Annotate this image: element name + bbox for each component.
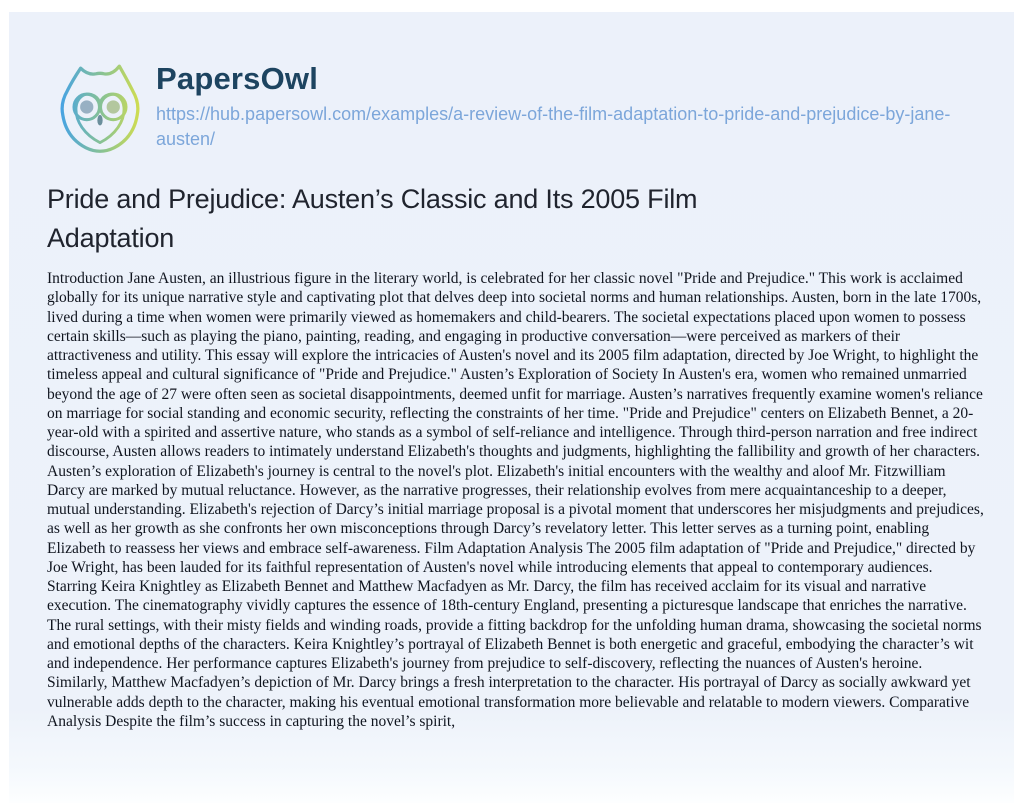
papersowl-logo-link[interactable] — [47, 57, 153, 163]
header-text-block — [156, 57, 951, 152]
article-title: Pride and Prejudice: Austen’s Classic and Its 2005 Film Adaptation — [47, 184, 698, 253]
brand-name[interactable]: PapersOwl — [156, 61, 319, 96]
article-body: Introduction Jane Austen, an illustrious figure in the literary world, is celebrated for her classic novel "Pride and Prejudice." This work is acclaimed globally for its unique narrative style and captivating plot that delves deep into societal norms and human relationships. Austen, born in the late 1700s, lived during a time when women were primarily viewed as homemakers and child-bearers. The societal expectations placed upon women to possess certain skills—such as playing the piano, painting, reading, and engaging in productive conversation—were perceived as markers of their attractiveness and utility. This essay will explore the intricacies of Austen's novel and its 2005 film adaptation, directed by Joe Wright, to highlight the timeless appeal and cultural significance of "Pride and Prejudice." Austen’s Exploration of Society In Austen's era, women who remained unmarried beyond the age of 27 were often seen as societal disappointments, deemed unfit for marriage. Austen’s narratives frequently examine women's reliance on marriage for social standing and economic security, reflecting the constraints of her time. "Pride and Prejudice" centers on Elizabeth Bennet, a 20-year-old with a spirited and assertive nature, who stands as a symbol of self-reliance and intelligence. Through third-person narration and free indirect discourse, Austen allows readers to intimately understand Elizabeth's thoughts and judgments, highlighting the fallibility and growth of her characters. Austen’s exploration of Elizabeth's journey is central to the novel's plot. Elizabeth's initial encounters with the wealthy and aloof Mr. Fitzwilliam Darcy are marked by mutual reluctance. However, as the narrative progresses, their relationship evolves from mere acquaintanceship to a deeper, mutual understanding. Elizabeth's rejection of Darcy’s initial marriage proposal is a pivotal moment that underscores her misjudgments and prejudices, as well as her growth as she confronts her own misconceptions through Darcy’s revelatory letter. This letter serves as a turning point, enabling Elizabeth to reassess her views and embrace self-awareness. Film Adaptation Analysis The 2005 film adaptation of "Pride and Prejudice," directed by Joe Wright, has been lauded for its faithful representation of Austen's novel while introducing elements that appeal to contemporary audiences. Starring Keira Knightley as Elizabeth Bennet and Matthew Macfadyen as Mr. Darcy, the film has received acclaim for its visual and narrative execution. The cinematography vividly captures the essence of 18th-century England, presenting a picturesque landscape that enriches the narrative. The rural settings, with their misty fields and winding roads, provide a fitting backdrop for the unfolding human drama, showcasing the societal norms and emotional depths of the characters. Keira Knightley’s portrayal of Elizabeth Bennet is both energetic and graceful, embodying the character’s wit and independence. Her performance captures Elizabeth's journey from prejudice to self-discovery, reflecting the nuances of Austen's heroine. Similarly, Matthew Macfadyen’s depiction of Mr. Darcy brings a fresh interpretation to the character. His portrayal of Darcy as socially awkward yet vulnerable adds depth to the character, making his eventual emotional transformation more believable and relatable to modern viewers. Comparative Analysis Despite the film’s success in capturing the novel’s spirit, — [47, 270, 984, 730]
page-background — [9, 12, 1014, 803]
site-header — [9, 12, 1014, 163]
source-url-link[interactable]: https://hub.papersowl.com/examples/a-review-of-the-film-adaptation-to-pride-and-prejudice-by-jane-austen/ — [156, 104, 951, 149]
owl-logo-icon — [47, 57, 153, 163]
